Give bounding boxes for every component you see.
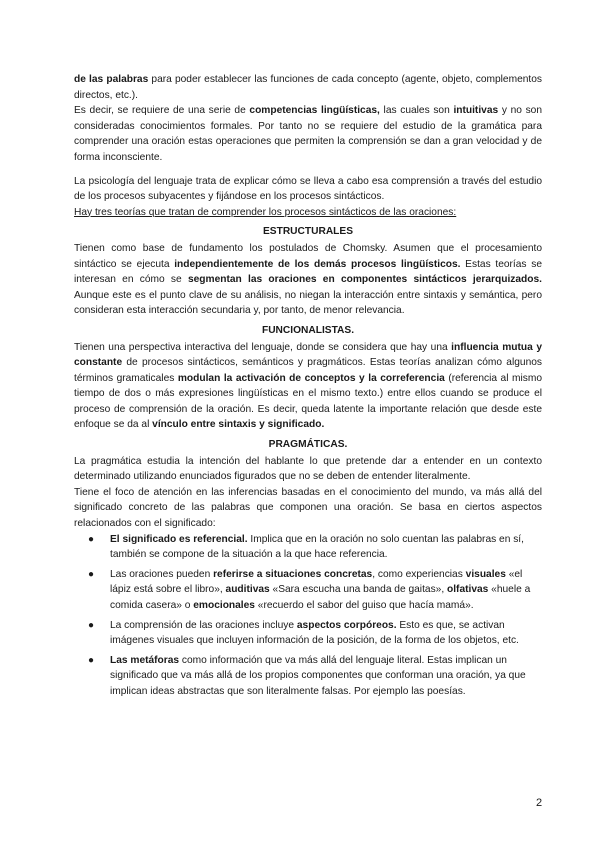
section-heading-pragmaticas: PRAGMÁTICAS. (268, 439, 348, 451)
intro-paragraph-2: Es decir, se requiere de una serie de competencias lingüísticas, las cuales son intuitivas y no son consideradas conocimientos formales. Por tanto no se requiere del estudio de la gramática para comprender una oración estas operaciones que permiten la comprensión se dan a gran velocidad y de forma inconsciente. (74, 105, 543, 163)
list-item: ● Las oraciones pueden referirse a situaciones concretas, como experiencias visuales «el lápiz está sobre el libro», auditivas «Sara escucha una banda de gaitas», olfativas «huele a comida casera» o emocionales «recuerdo el sabor del guiso que hacía mamá». (88, 568, 531, 611)
bullet-dot-icon: ● (88, 654, 95, 666)
estructurales-paragraph: Tienen como base de fundamento los postulados de Chomsky. Asumen que el procesamiento sintáctico se ejecuta independientemente de los demás procesos lingüísticos. Estas teorías se interesan en cómo se segmentan las oraciones en componentes sintácticos jerarquizados. Aunque este es el punto clave de su análisis, no niegan la interacción entre sintaxis y semántica, pero consideran esta interacción secundaria y, por tanto, de menor relevancia. (74, 242, 542, 317)
pragmaticas-paragraph-2: Tiene el foco de atención en las inferencias basadas en el conocimiento del mundo, va más allá del significado concreto de las palabras que componen una oración. Se basa en ciertos aspectos relacionados con el significado: (74, 486, 542, 530)
bullet-dot-icon: ● (88, 568, 95, 580)
bullet-dot-icon: ● (88, 619, 95, 631)
intro-paragraph-1: de las palabras para poder establecer las funciones de cada concepto (agente, objeto, complementos directos, etc.). (74, 74, 542, 101)
pragmaticas-paragraph-1: La pragmática estudia la intención del hablante lo que pretende dar a entender en un contexto determinado utilizando enunciados figurados que no se deben de entender literalmente. (74, 455, 542, 483)
intro-paragraph-3: La psicología del lenguaje trata de explicar cómo se lleva a cabo esa comprensión a través del estudio de los procesos subyacentes y fijándose en los procesos sintácticos. (74, 175, 542, 203)
section-heading-estructurales: ESTRUCTURALES (263, 226, 353, 238)
funcionalistas-paragraph: Tienen una perspectiva interactiva del lenguaje, donde se considera que hay una influencia mutua y constante de procesos sintácticos, semánticos y pragmáticos. Estas teorías analizan cómo algunos términos gramaticales modulan la activación de conceptos y la correferencia (referencia al mismo tiempo de dos o más expresiones lingüísticas en el mismo texto.) entre ellos cuando se produce el proceso de comprensión de la oración. Es decir, queda latente la importante relación que desde este enfoque se da al vínculo entre sintaxis y significado. (74, 341, 542, 431)
intro-paragraph-4-underlined: Hay tres teorías que tratan de comprender los procesos sintácticos de las oraciones: (74, 206, 457, 218)
list-item: ● El significado es referencial. Implica que en la oración no solo cuentan las palabras en sí, también se compone de la situación a la que hace referencia. (88, 533, 524, 561)
list-item: ● Las metáforas como información que va más allá del lenguaje literal. Estas implican un significado que va más allá de los propios componentes que conforman una oración, ya que implican ideas abstractas que son literalmente falsas. Por ejemplo las poesías. (88, 654, 526, 697)
bullet-dot-icon: ● (88, 533, 95, 545)
pragmaticas-bullet-list (74, 532, 542, 700)
page-content (74, 72, 542, 704)
page-number: 2 (536, 797, 543, 809)
section-heading-funcionalistas: FUNCIONALISTAS. (261, 324, 355, 336)
list-item: ● La comprensión de las oraciones incluye aspectos corpóreos. Esto es que, se activan imágenes visuales que incluyen información de la posición, de la forma de los objetos, etc. (88, 619, 519, 647)
